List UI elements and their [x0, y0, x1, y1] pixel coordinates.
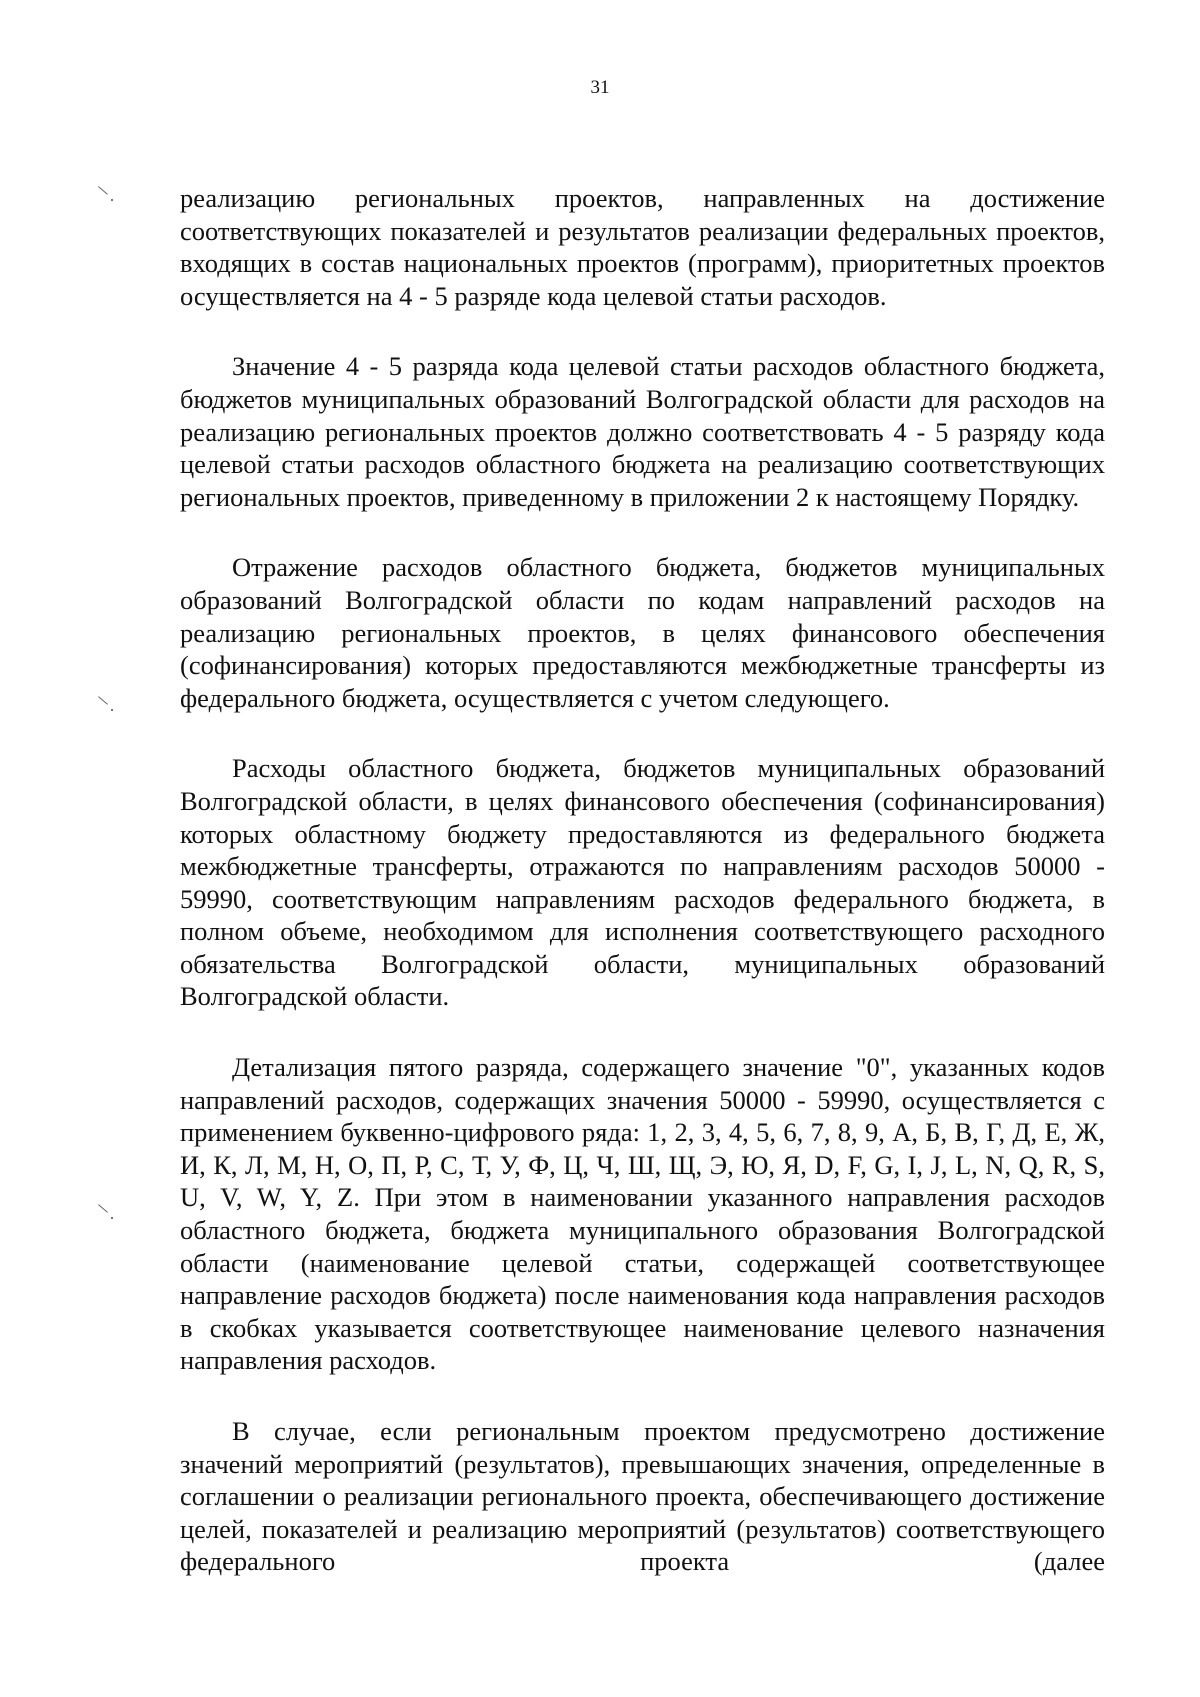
- paragraph-expense-reflection: Отражение расходов областного бюджета, бюджетов муниципальных образований Волгоградской области по кодам направлений расходов на реализацию региональных проектов, в целях финансового обеспечения (софинансирования) которых предоставляются межбюджетные трансферты из федерального бюджета, осуществляется с учетом следующего.: [180, 552, 1105, 713]
- paragraph-regional-expenses: Расходы областного бюджета, бюджетов муниципальных образований Волгоградской области, в целях финансового обеспечения (софинансирования) которых областному бюджету предоставляются из федерального бюджета межбюджетные трансферты, отражаются по направлениям расходов 50000 - 59990, соответствующим направлениям расходов федерального бюджета, в полном объеме, необходимом для исполнения соответствующего расходного обязательства Волгоградской области, муниципальных образований Волгоградской области.: [180, 753, 1105, 1012]
- paragraph-fifth-digit-detail: Детализация пятого разряда, содержащего значение "0", указанных кодов направлений расходов, содержащих значения 50000 - 59990, осуществляется с применением буквенно-цифрового ряда: 1, 2, 3, 4, 5, 6, 7, 8, 9, А, Б, В, Г, Д, Е, Ж, И, К, Л, М, Н, О, П, Р, С, Т, У, Ф, Ц, Ч, Ш, Щ, Э, Ю, Я, D, F, G, I, J, L, N, Q, R, S, U, V, W, Y, Z. При этом в наименовании указанного направления расходов областного бюджета, бюджета муниципального образования Волгоградской области (наименование целевой статьи, содержащей соответствующее направление расходов бюджета) после наименования кода направления расходов в скобках указывается соответствующее наименование целевого назначения направления расходов.: [180, 1052, 1105, 1376]
- paragraph-code-value: Значение 4 - 5 разряда кода целевой статьи расходов областного бюджета, бюджетов муниципальных образований Волгоградской области для расходов на реализацию региональных проектов должно соответствовать 4 - 5 разряду кода целевой статьи расходов областного бюджета на реализацию соответствующих региональных проектов, приведенному в приложении 2 к настоящему Порядку.: [180, 351, 1105, 512]
- document-body: [180, 182, 1105, 1578]
- page-number: 31: [590, 77, 610, 98]
- paragraph-regional-project-case: В случае, если региональным проектом предусмотрено достижение значений мероприятий (результатов), превышающих значения, определенные в соглашении о реализации регионального проекта, обеспечивающего достижение целей, показателей и реализацию мероприятий (результатов) соответствующего федерального проекта (далее: [180, 1416, 1105, 1577]
- scan-mark-icon: [97, 695, 109, 707]
- paragraph-continuation: реализацию региональных проектов, направленных на достижение соответствующих показателей и результатов реализации федеральных проектов, входящих в состав национальных проектов (программ), приоритетных проектов осуществляется на 4 - 5 разряде кода целевой статьи расходов.: [180, 183, 1105, 311]
- scan-mark-icon: [97, 185, 109, 197]
- scan-mark-icon: [97, 1203, 109, 1215]
